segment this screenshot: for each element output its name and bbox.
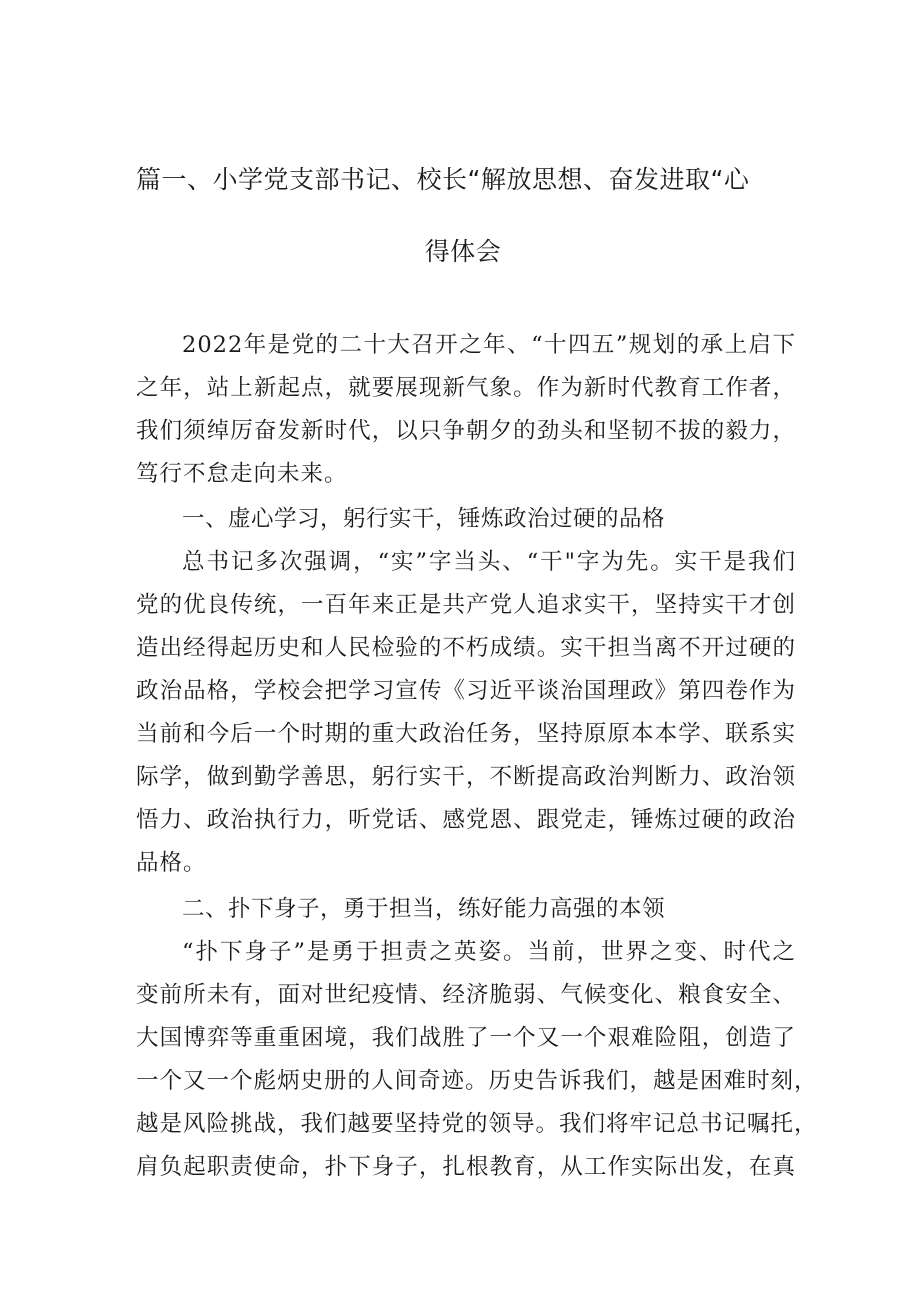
document-title-line-1: 篇一、小学党支部书记、校长“解放思想、奋发进取“心 [136, 165, 750, 194]
paragraph-2-line-4: 政治品格，学校会把学习宣传《习近平谈治国理政》第四卷作为 [136, 678, 796, 704]
paragraph-1-line-4: 笃行不怠走向未来。 [136, 461, 348, 487]
section-heading-1: 一、虚心学习，躬行实干，锤炼政治过硬的品格 [182, 506, 666, 532]
paragraph-2-line-5: 当前和今后一个时期的重大政治任务，坚持原原本本学、联系实 [136, 721, 796, 747]
paragraph-2-line-6: 际学，做到勤学善思，躬行实干，不断提高政治判断力、政治领 [136, 764, 796, 790]
paragraph-2-line-8: 品格。 [136, 850, 207, 876]
paragraph-1-line-2: 之年，站上新起点，就要展现新气象。作为新时代教育工作者， [136, 375, 796, 401]
paragraph-3-line-4: 一个又一个彪炳史册的人间奇迹。历史告诉我们，越是困难时刻， [136, 1068, 818, 1094]
paragraph-3-line-1: “扑下身子”是勇于担责之英姿。当前，世界之变、时代之 [182, 939, 796, 965]
paragraph-2-line-1: 总书记多次强调，“实”字当头、“干"字为先。实干是我们 [182, 549, 796, 575]
paragraph-3-line-5: 越是风险挑战，我们越要坚持党的领导。我们将牢记总书记嘱托， [136, 1111, 818, 1137]
paragraph-2-line-7: 悟力、政治执行力，听党话、感党恩、跟党走，锤炼过硬的政治 [136, 807, 796, 833]
paragraph-1-line-3: 我们须绰厉奋发新时代，以只争朝夕的劲头和坚韧不拔的毅力， [136, 418, 796, 444]
paragraph-1-line-1: 2022年是党的二十大召开之年、“十四五”规划的承上启下 [182, 332, 796, 358]
paragraph-2-line-3: 造出经得起历史和人民检验的不朽成绩。实干担当离不开过硬的 [136, 635, 796, 661]
paragraph-3-line-6: 肩负起职责使命，扑下身子，扎根教育，从工作实际出发，在真 [136, 1154, 796, 1180]
paragraph-3-line-3: 大国博弈等重重困境，我们战胜了一个又一个艰难险阻，创造了 [136, 1025, 796, 1051]
document-title-line-2: 得体会 [424, 237, 502, 266]
paragraph-3-line-2: 变前所未有，面对世纪疫情、经济脆弱、气候变化、粮食安全、 [136, 982, 796, 1008]
section-heading-2: 二、扑下身子，勇于担当，练好能力高强的本领 [182, 896, 666, 922]
paragraph-2-line-2: 党的优良传统，一百年来正是共产党人追求实干，坚持实干才创 [136, 592, 796, 618]
